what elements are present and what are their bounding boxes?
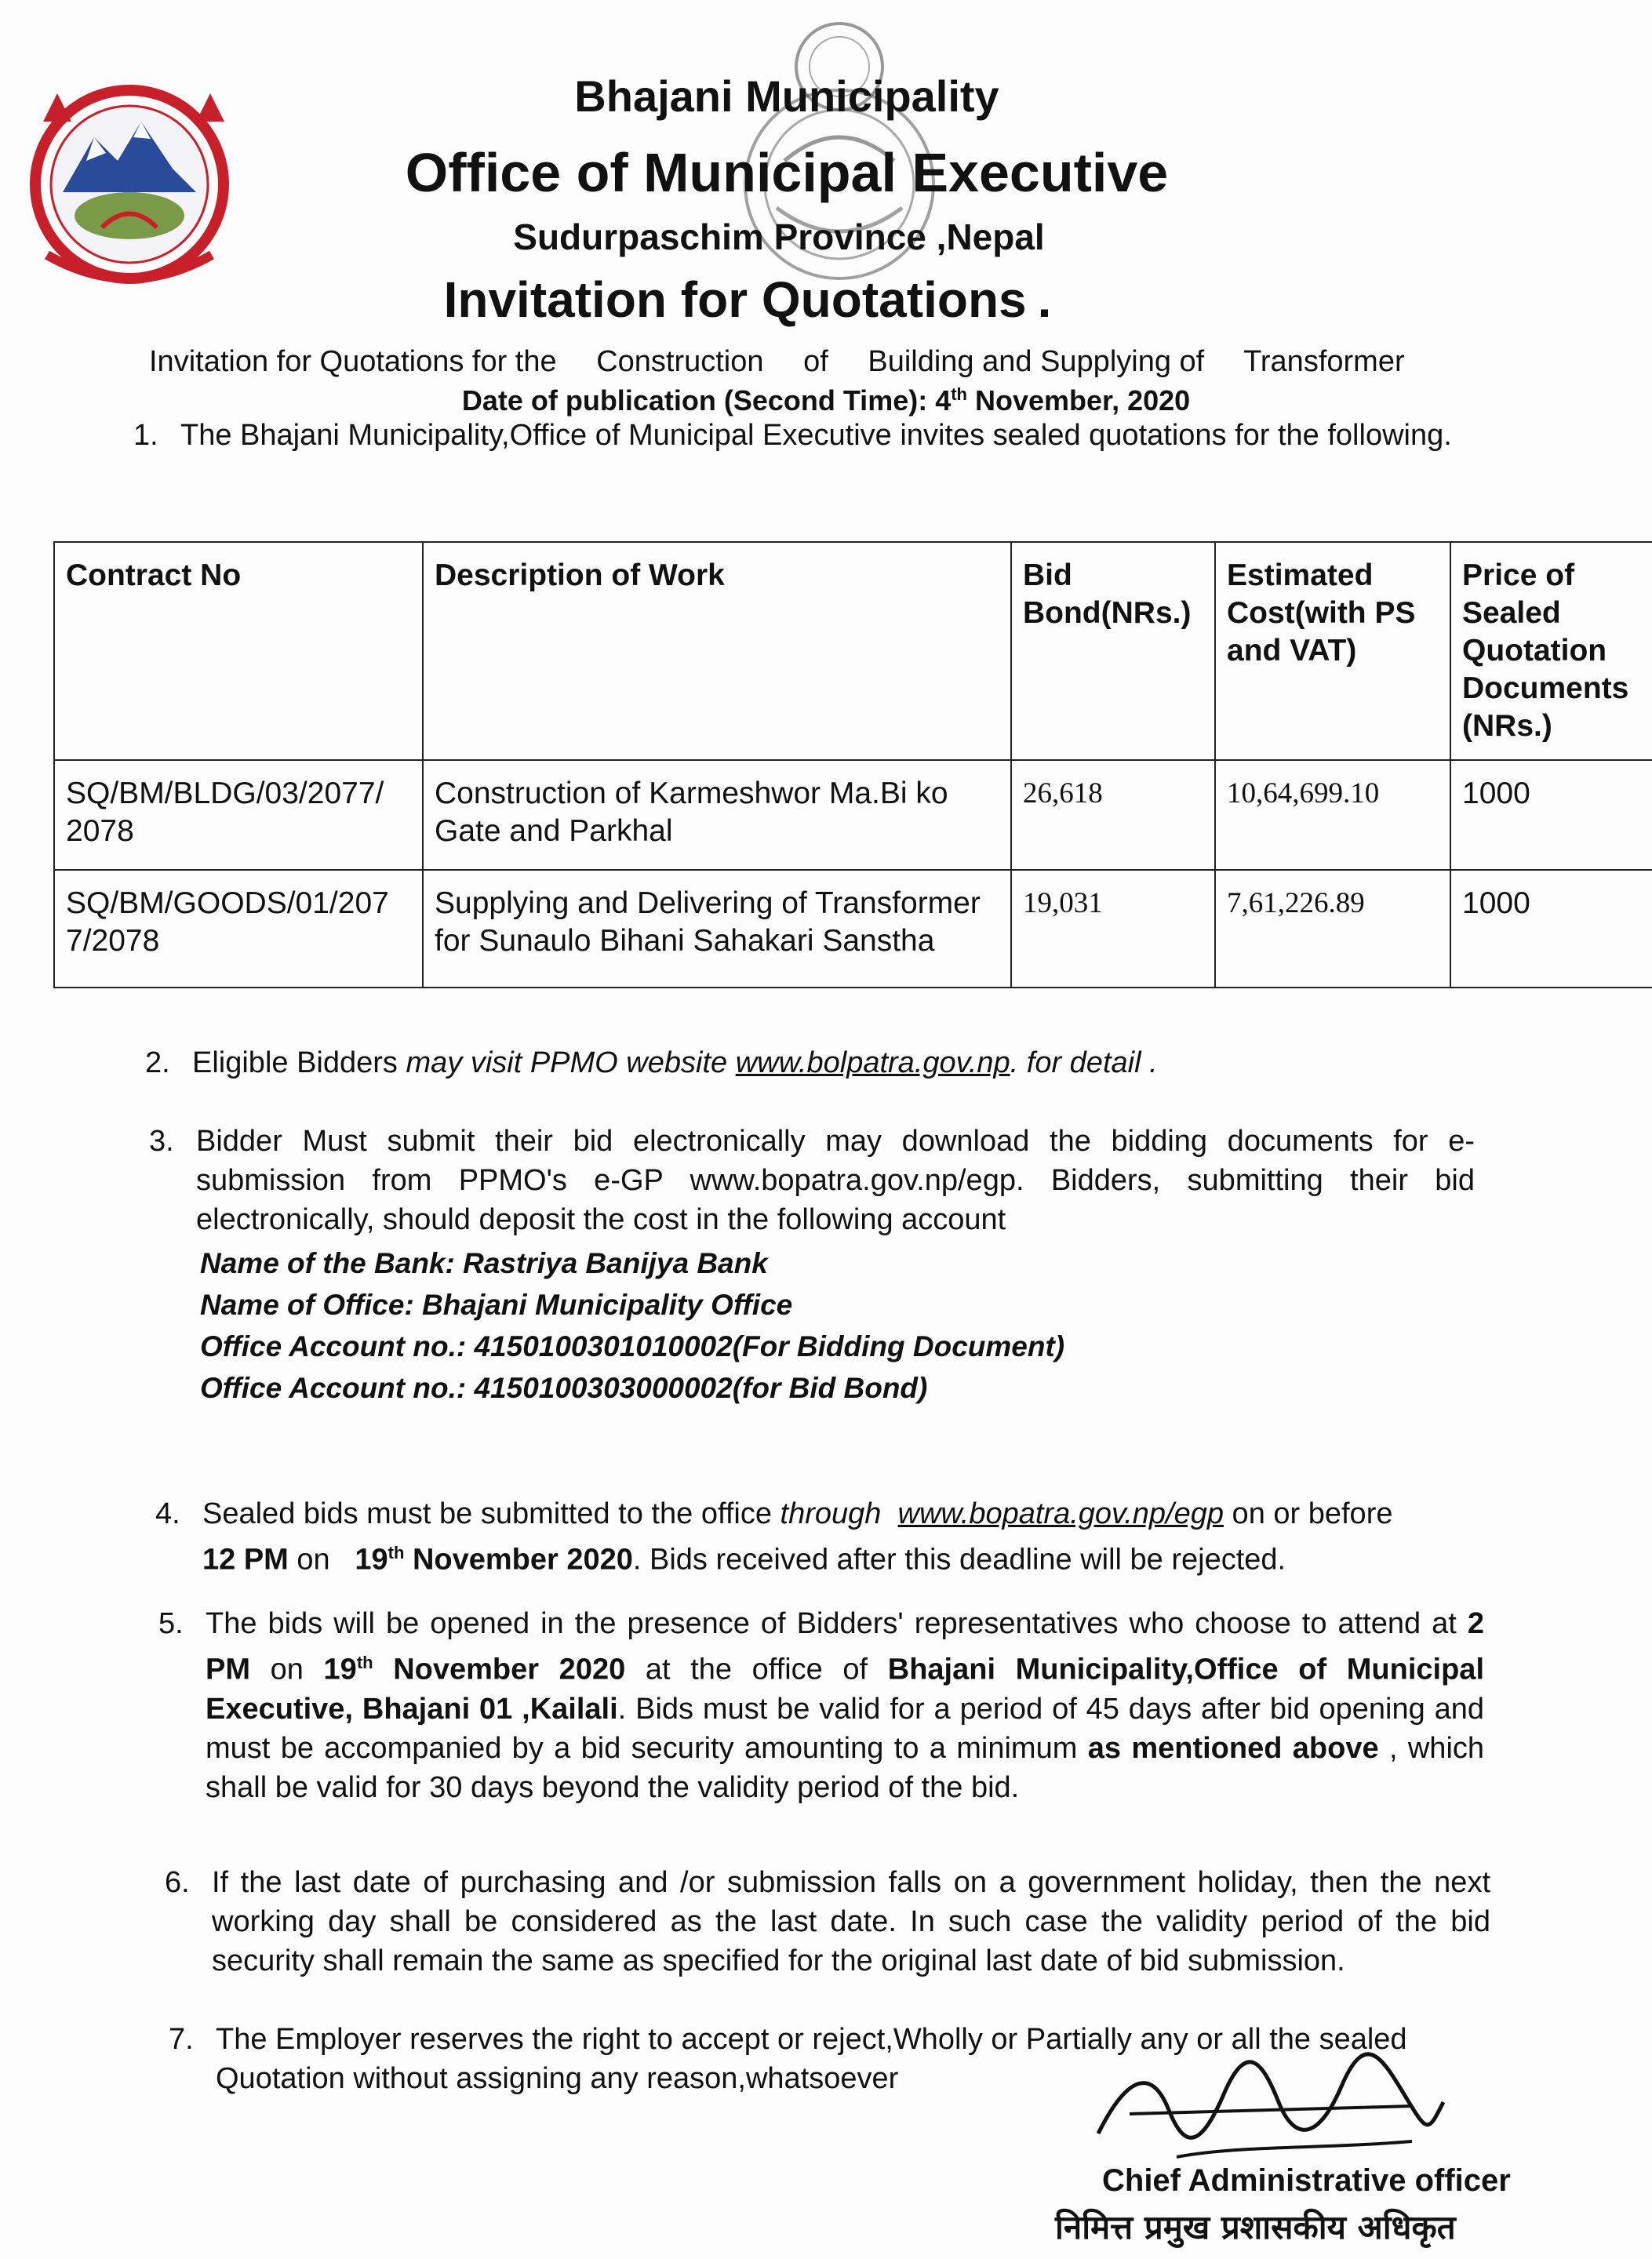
item-text: The Bhajani Municipality,Office of Municipal Executive invites sealed quotations for the following. (180, 419, 1452, 452)
header-bid-bond: Bid Bond(NRs.) (1011, 542, 1215, 760)
pubdate-label: Date of publication (Second Time): 4 (461, 384, 952, 417)
header-price: Price of Sealed Quotation Documents (NRs.) (1450, 542, 1652, 760)
bank-account-1: Office Account no.: 4150100301010002(For Bidding Document) (200, 1330, 1065, 1362)
signatory-title: Chief Administrative officer (1102, 2163, 1511, 2198)
cell-description: Supplying and Delivering of Transformer for Sunaulo Bihani Sahakari Sanstha (423, 870, 1011, 988)
table-row (54, 760, 1652, 870)
page-title (0, 271, 1574, 329)
item-text: Bidder Must submit their bid electronically may download the bidding documents for e-submission from PPMO's e-GP www.bopatra.gov.np/egp. Bidders, submitting their bid electronically, should deposit the cost in the following account (196, 1125, 1475, 1236)
bank-account-2: Office Account no.: 4150100303000002(for Bid Bond) (200, 1372, 928, 1404)
item-number: 1. (133, 419, 158, 452)
item4-sup: th (388, 1543, 405, 1562)
item5-post: , which shall be valid for 30 days beyond the validity period of the bid. (206, 1731, 1485, 1804)
cell-description: Construction of Karmeshwor Ma.Bi ko Gate and Parkhal (423, 760, 1011, 870)
ppmo-website-link[interactable]: www.bolpatra.gov.np (735, 1046, 1010, 1079)
item-number: 3. (149, 1125, 174, 1158)
publication-date (0, 384, 1652, 417)
pubdate-date: November, 2020 (966, 384, 1191, 417)
cell-estimated-cost: 7,61,226.89 (1215, 870, 1450, 988)
item-2 (145, 1043, 1447, 1082)
item-1 (133, 416, 1459, 455)
item5-bold2: as mentioned above (1087, 1731, 1379, 1765)
item5-date: November 2020 (373, 1653, 626, 1686)
cell-contract-no: SQ/BM/BLDG/03/2077/ 2078 (54, 760, 423, 870)
item4-pre: Sealed bids must be submitted to the office (202, 1497, 781, 1530)
municipality-name: Bhajani Municipality (574, 71, 999, 121)
title-dot: . (1037, 271, 1052, 328)
item2-pre: Eligible Bidders (192, 1046, 406, 1079)
item4-time: 12 PM (202, 1543, 289, 1577)
item5-pre: The bids will be opened in the presence of Bidders' representatives who choose to attend at (206, 1607, 1468, 1640)
province-name: Sudurpaschim Province ,Nepal (513, 216, 1045, 257)
subtitle-part3: of (803, 345, 828, 378)
subtitle-part5: Transformer (1243, 345, 1405, 378)
item-5 (158, 1604, 1485, 1807)
item-4 (155, 1494, 1481, 1580)
egp-link[interactable]: www.bopatra.gov.np/egp (897, 1497, 1224, 1530)
title-text: Invitation for Quotations (443, 271, 1027, 328)
item2-post: . for detail . (1010, 1046, 1158, 1079)
bank-office-name: Name of Office: Bhajani Municipality Office (200, 1289, 793, 1321)
item-number: 7. (169, 2023, 194, 2056)
item5-office: Bhajani Municipality,Office of Municipal Executive, Bhajani 01 ,Kailali (206, 1653, 1484, 1726)
item-number: 4. (155, 1497, 180, 1530)
cell-contract-no: SQ/BM/GOODS/01/207 7/2078 (54, 870, 423, 988)
cell-estimated-cost: 10,64,699.10 (1215, 760, 1450, 870)
cell-price: 1000 (1450, 760, 1652, 870)
item4-date: November 2020 (404, 1543, 633, 1577)
item-number: 6. (165, 1866, 190, 1899)
item5-sup: th (356, 1653, 373, 1672)
item4-day: 19 (355, 1543, 388, 1577)
item5-time: 2 PM (206, 1607, 1484, 1686)
item-number: 2. (145, 1046, 170, 1079)
item4-on: on (288, 1543, 339, 1577)
header-estimated-cost: Estimated Cost(with PS and VAT) (1215, 542, 1450, 760)
subtitle (149, 345, 1436, 379)
item4-through: through (780, 1497, 882, 1530)
item5-day: 19 (323, 1653, 357, 1686)
item5-on: on (250, 1653, 324, 1686)
bank-name: Name of the Bank: Rastriya Banijya Bank (200, 1247, 768, 1279)
item-3 (149, 1122, 1475, 1239)
header-description: Description of Work (423, 542, 1011, 760)
item5-mid: at the office of (625, 1653, 888, 1686)
handwritten-signature (1083, 2039, 1459, 2173)
table-row (54, 870, 1652, 988)
office-name: Office of Municipal Executive (405, 142, 1169, 203)
item-6 (165, 1863, 1490, 1981)
item-text: The Employer reserves the right to accept or reject,Wholly or Partially any or all the sealed Quotation without assigning any reason,whatsoever (216, 2023, 1407, 2095)
table-header-row (54, 542, 1652, 760)
item5-mid2: . Bids must be valid for a period of 45 days after bid opening and must be accompanied by a bid security amounting to a minimum (206, 1692, 1484, 1765)
subtitle-part4: Building and Supplying of (868, 345, 1205, 378)
header-contract-no: Contract No (54, 542, 423, 760)
item-number: 5. (158, 1607, 184, 1640)
pubdate-sup: th (951, 384, 967, 404)
cell-bid-bond: 19,031 (1011, 870, 1215, 988)
signatory-title-nepali: निमित्त प्रमुख प्रशासकीय अधिकृत (1055, 2208, 1456, 2246)
item4-mid: on or before (1224, 1497, 1393, 1530)
subtitle-part1: Invitation for Quotations for the (149, 345, 557, 378)
item-text: If the last date of purchasing and /or submission falls on a government holiday, then the next working day shall be considered as the last date. In such case the validity period of the bid security shall remain the same as specified for the original last date of bid submission. (212, 1866, 1490, 1977)
subtitle-part2: Construction (596, 345, 764, 378)
item2-italic: may visit PPMO website (406, 1046, 736, 1079)
item4-post: . Bids received after this deadline will be rejected. (632, 1543, 1286, 1577)
cell-price: 1000 (1450, 870, 1652, 988)
cell-bid-bond: 26,618 (1011, 760, 1215, 870)
quotation-table (53, 541, 1652, 988)
